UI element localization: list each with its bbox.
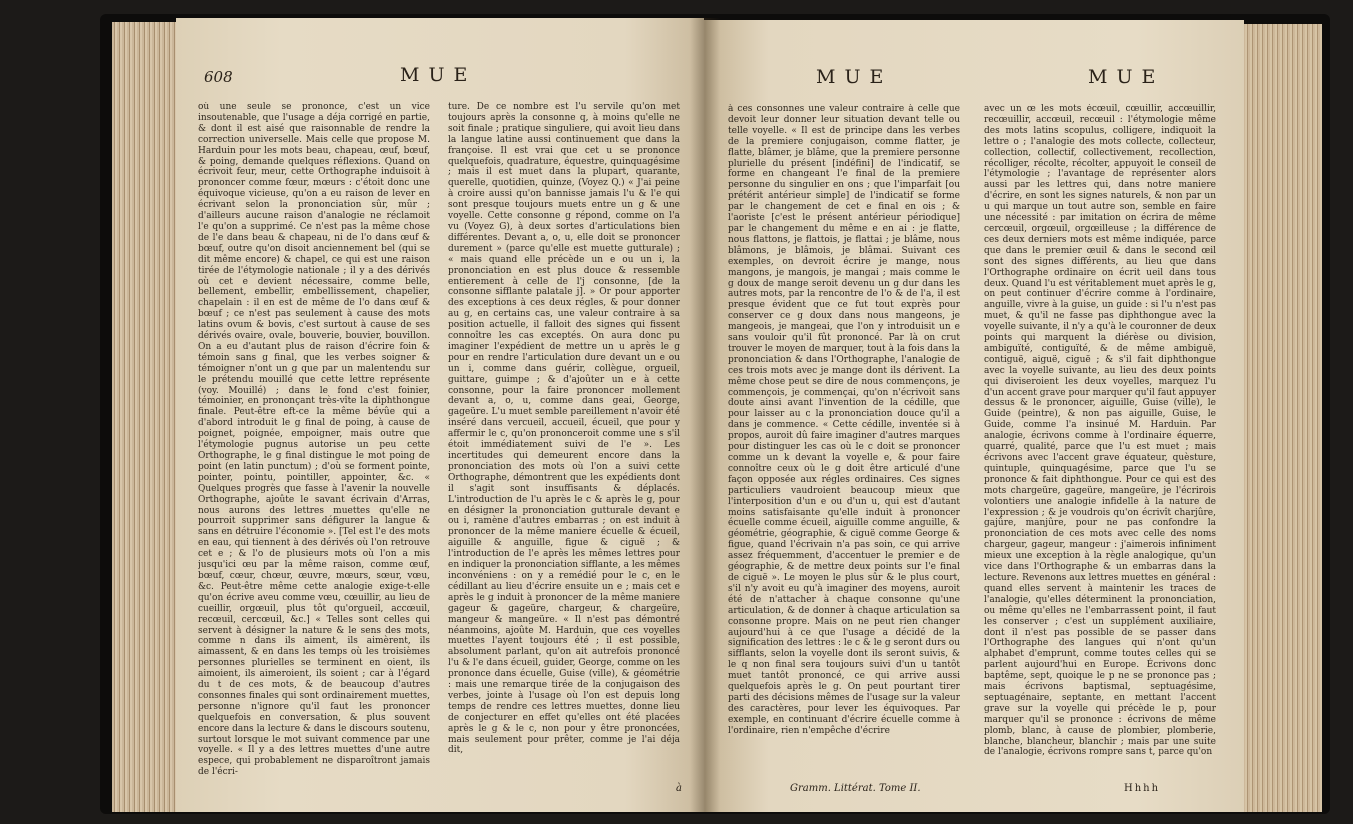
- page-edges-left: [112, 22, 178, 812]
- right-page-column-2: [984, 104, 1216, 804]
- catchword: à: [676, 783, 682, 794]
- page-edges-right: [1240, 24, 1322, 812]
- right-page-header: [704, 66, 1244, 90]
- running-head-right: MUE: [1088, 66, 1165, 88]
- left-page-column-2: [448, 102, 680, 802]
- running-head-left: MUE: [816, 66, 893, 88]
- left-page-column-1: [198, 102, 430, 802]
- right-page: [704, 20, 1244, 812]
- column-text: ture. De ce nombre est l'u servile qu'on met toujours après la consonne q, à moins qu'elle ne soit finale ; pratique singuliere, qui avoit lieu dans la langue latine aussi continuement que dans la françoise. Il est vrai que cet u se prononce quelquefois, quadrature, équestre, quinquagésime ; mais il est muet dans la plupart, quarante, querelle, quotidien, quinze, (Voyez Q.) « J'ai peine à croire aussi qu'on bannisse jamais l'u & l'e qui sont presque toujours muets entre un g & une voyelle. Cette consonne g répond, comme on l'a vu (Voyez G), à deux sortes d'articulations bien différentes. Devant a, o, u, elle doit se prononcer durement » (parce qu'elle est muette gutturale) ; « mais quand elle précède un e ou un i, la prononciation en est plus douce & ressemble entierement à celle de l'j consonne, [de la consonne sifflante palatale j]. » Or pour apporter des exceptions à ces deux régles, & pour donner au g, en certains cas, une valeur contraire à sa position actuelle, il falloit des signes qui fissent connoître les cas exceptés. On aura donc pu imaginer l'expédient de mettre un u après le g pour en rendre l'articulation dure devant un e ou un i, comme dans guérir, collègue, orgueil, guittare, guimpe ; & d'ajoûter un e à cette consonne, pour la faire prononcer mollement devant a, o, u, comme dans geai, George, gageüre. L'u muet semble pareillement n'avoir été inséré dans vercueil, accueil, écueil, que pour y affermir le c, qu'on prononceroit comme une s s'il étoit immédiatement suivi de l'e ». Les incertitudes qui demeurent encore dans la prononciation des mots où l'on a suivi cette Orthographe, démontrent que les expédients dont il s'agit sont insuffisants & déplacés. L'introduction de l'u après le c & après le g, pour en désigner la prononciation gutturale devant e ou i, ramène d'autres embarras ; on est induit à prononcer de la même maniere écuelle & écueil, aiguille & anguille, figue & ciguë ; & l'introduction de l'e après les mêmes lettres pour en indiquer la prononciation sifflante, a les mêmes inconvéniens : on y a remédié pour le c, en le cédillant au lieu d'écrire ensuite un e ; mais cet e après le g induit à prononcer de la même maniere gageur & gageüre, chargeur, & chargeüre, mangeur & mangeüre. « Il n'est pas démontré néanmoins, ajoûte M. Harduin, que ces voyelles muettes l'ayent toujours été ; il est possible, absolument parlant, qu'on ait autrefois prononcé l'u & l'e dans écueil, guider, George, comme on les prononce dans écuelle, Guise (ville), & géométrie : mais une remarque tirée de la conjugaison des verbes, jointe à l'usage où l'on est depuis long temps de rendre ces lettres muettes, donne lieu de conjecturer en effet qu'elles ont été placées après le g & le c, non pour y être prononcées, mais seulement pour prêter, comme je l'ai déja dit,: [448, 102, 680, 756]
- volume-footer: Gramm. Littérat. Tome II.: [790, 783, 921, 794]
- left-page-header: [176, 64, 704, 88]
- column-text: où une seule se prononce, c'est un vice insoutenable, que l'usage a déja corrigé en partie, & dont il est aisé que raisonnable de rendre la correction universelle. Mais celle que propose M. Harduin pour les mots beau, chapeau, œuf, bœuf, & poing, demande quelques réflexions. Quand on écrivoit feur, meur, cette Orthographe induisoit à prononcer comme fœur, mœurs : c'étoit donc une équivoque vicieuse, qu'on a eu raison de lever en écrivant selon la prononciation sûr, mûr ; d'ailleurs aucune raison d'analogie ne réclamoit l'e qu'on a supprimé. Ce n'est pas la même chose de l'e dans beau & chapeau, ni de l'o dans œuf & bœuf, outre qu'on disoit anciennement bel (qui se dit même encore) & chapel, ce qui est une raison tirée de l'étymologie nationale ; il y a des dérivés où cet e devient nécessaire, comme belle, bellement, embellir, embellissement, chapelier, chapelain : il en est de même de l'o dans œuf & bœuf ; ce n'est pas seulement à cause des mots latins ovum & bovis, c'est surtout à cause de ses dérivés ovaire, ovale, bouverie, bouvier, bouvillon. On a eu d'autant plus de raison d'écrire foin & témoin sans g final, que les verbes soigner & témoigner n'ont un g que par un malentendu sur le prétendu mouillé que cette lettre représente (voy. Mouillé) ; dans le fond c'est foinier, témoinier, en prononçant très-vîte la diphthongue finale. Peut-être eft-ce la même bévûe qui a d'abord introduit le g final de poing, à cause de poignet, poignée, empoigner, mais outre que l'étymologie pugnus autorise un peu cette Orthographe, le g final distingue le mot poing de point (en latin punctum) ; d'où se forment pointe, pointer, pointu, pointiller, appointer, &c. « Quelques progrès que fasse à l'avenir la nouvelle Orthographe, ajoûte le savant écrivain d'Arras, nous aurons des lettres muettes qu'elle ne pourroit supprimer sans défigurer la langue & sans en détruire l'économie ». [Tel est l'e des mots en eau, qui tiennent à des dérivés où l'on retrouve cet e ; & l'o de plusieurs mots où l'on a mis jusqu'ici œu par la même raison, comme œuf, bœuf, cœur, chœur, œuvre, mœurs, sœur, vœu, &c. Peut-être même cette analogie exige-t-elle qu'on écrive aveu comme vœu, cœuillir, au lieu de cueillir, orgœuil, plus tôt qu'orgueil, accœuil, recœuil, cercœuil, &c.] « Telles sont celles qui servent à désigner la nature & le sens des mots, comme n dans ils aiment, ils aimèrent, ils aimassent, & en dans les temps où les troisièmes personnes plurielles se terminent en oient, ils aimoient, ils aimeroient, ils soient ; car à l'égard du t de ces mots, & de beaucoup d'autres consonnes finales qui sont ordinairement muettes, personne n'ignore qu'il faut les prononcer quelquefois en conversation, & plus souvent encore dans la lecture & dans le discours soutenu, surtout lorsque le mot suivant commence par une voyelle. « Il y a des lettres muettes d'une autre espece, qui probablement ne disparoîtront jamais de l'écri-: [198, 102, 430, 778]
- running-head: MUE: [400, 64, 477, 86]
- book-gutter: [690, 18, 720, 812]
- signature-mark: Hhhh: [1124, 783, 1161, 794]
- page-number: 608: [204, 68, 233, 86]
- column-text: avec un œ les mots écœuil, cœuillir, accœuillir, recœuillir, accœuil, recœuil : l'étymologie même des mots latins scopulus, colligere, indiquoit la lettre o ; l'analogie des mots collecte, collecteur, collection, collectif, collectivement, recollection, récolliger, récolte, récolter, appuyoit le conseil de l'étymologie ; l'avantage de représenter alors aussi par les lettres qui, dans notre maniere d'écrire, en sont les signes naturels, & non par un u qui marque un tout autre son, semble en faire une nécessité : par imitation on écrira de même cercœuil, orgœuil, orgœilleuse ; la différence de ces deux derniers mots est même indiquée, parce que dans le premier œuil & dans le second œil sont des signes différents, au lieu que dans l'Orthographe ordinaire on écrit ueil dans tous deux. Quand l'u est véritablement muet après le g, on peut continuer d'écrire comme à l'ordinaire, anguille, vivre à la guise, un guide : si l'u n'est pas muet, & qu'il ne fasse pas diphthongue avec la voyelle suivante, il n'y a qu'à le couronner de deux points qui marquent la diérèse ou division, ambiguïté, contiguïté, & de même ambiguë, contiguë, aiguë, ciguë ; & s'il fait diphthongue avec la voyelle suivante, au lieu des deux points qui diviseroient les deux voyelles, marquez l'u d'un accent grave pour marquer qu'il faut appuyer dessus & le prononcer, aiguille, Guise (ville), le Guide (peintre), & non pas aiguille, Guise, le Guide, comme l'a insinué M. Harduin. Par analogie, écrivons comme à l'ordinaire équerre, quarré, qualité, parce que l'u est muet ; mais écrivons avec l'accent grave équateur, quèsture, quintuple, quinquagésime, parce que l'u se prononce & fait diphthongue. Pour ce qui est des mots chargeüre, gageüre, mangeüre, je l'écrirois volontiers une analogie infidelle à la nature de l'expression ; & je voudrois qu'on écrivît charjûre, gajûre, manjûre, pour ne pas confondre la prononciation de ces mots avec celle des noms chargeur, gageur, mangeur : j'aimerois infiniment mieux une exception à la règle analogique, qu'un vice dans l'Orthographe & un embarras dans la lecture. Revenons aux lettres muettes en général : quand elles servent à maintenir les traces de l'analogie, qu'elles déterminent la prononciation, ou même qu'elles ne l'embarrassent point, il faut les conserver ; c'est un supplément auxiliaire, dont il n'est pas possible de se passer dans l'Orthographe des langues qui n'ont qu'un alphabet d'emprunt, comme toutes celles qui se parlent aujourd'hui en Europe. Écrivons donc baptême, sept, quoique le p ne se prononce pas ; mais écrivons baptismal, septuagésime, septuagénaire, septante, en mettant l'accent grave sur la voyelle qui précède le p, pour marquer qu'il se prononce : écrivons de même plomb, blanc, à cause de plombier, plomberie, blanche, blancheur, blanchir ; mais par une suite de l'analogie, écrivons rompre sans t, parce qu'on: [984, 104, 1216, 758]
- right-page-column-1: [728, 104, 960, 804]
- left-page: [176, 18, 704, 812]
- column-text: à ces consonnes une valeur contraire à celle que devoit leur donner leur situation devant telle ou telle voyelle. « Il est de principe dans les verbes de la premiere conjugaison, comme flatter, je flatte, blâmer, je blâme, que la premiere personne plurielle du présent [indéfini] de l'indicatif, se forme en changeant l'e final de la premiere personne du singulier en ons ; que l'imparfait [ou prétérit antérieur simple] de l'indicatif se forme par le changement de cet e final en ois ; & l'aoriste [c'est le présent antérieur périodique] par le changement du même e en ai : je flatte, nous flattons, je flattois, je flattai ; je blâme, nous blâmons, je blâmois, je blâmai. Suivant ces exemples, on devroit écrire je mange, nous mangons, je mangois, je mangai ; mais comme le g doux de mange seroit devenu un g dur dans les autres mots, par la rencontre de l'o & de l'a, il est presque évident que ce fut tout exprès pour conserver ce g doux dans nous mangeons, je mangeois, je mangeai, que l'on y introduisit un e sans vouloir qu'il fût prononcé. Par là on crut trouver le moyen de marquer, tout à la fois dans la prononciation & dans l'Orthographe, l'analogie de ces trois mots avec je mange dont ils dérivent. La même chose peut se dire de nous commençons, je commençois, je commençai, qu'on n'écrivoit sans doute ainsi avant l'invention de la cédille, que pour laisser au c la prononciation douce qu'il a dans je commence. « Cette cédille, inventée si à propos, auroit dû faire imaginer d'autres marques pour distinguer les cas où le c doit se prononcer comme un k devant la voyelle e, & pour faire connoître ceux où le g doit être articulé d'une façon opposée aux régles ordinaires. Ces signes particuliers vaudroient beaucoup mieux que l'interposition d'un e ou d'un u, qui est d'autant moins satisfaisante qu'elle induit à prononcer écuelle comme écueil, aiguille comme anguille, & géométrie, géographie, & ciguë comme George & figue, quand l'écrivain n'a pas soin, ce qui arrive assez fréquemment, d'accentuer le premier e de géographie, & de mettre deux points sur l'e final de ciguë ». Le moyen le plus sûr & le plus court, s'il n'y avoit eu qu'à imaginer des moyens, auroit été de n'attacher à chaque consonne qu'une articulation, & de donner à chaque articulation sa consonne propre. Mais on ne peut rien changer aujourd'hui à ce que l'usage a décidé de la signification des lettres : le c & le g seront durs ou sifflants, selon la voyelle dont ils seront suivis, & le q non final sera toujours suivi d'un u tantôt muet tantôt prononcé, ce qui arrive aussi quelquefois après le g. On peut pourtant tirer parti des décisions mêmes de l'usage sur la valeur des caractères, pour lever les équivoques. Par exemple, en continuant d'écrire écuelle comme à l'ordinaire, rien n'empêche d'écrire: [728, 104, 960, 736]
